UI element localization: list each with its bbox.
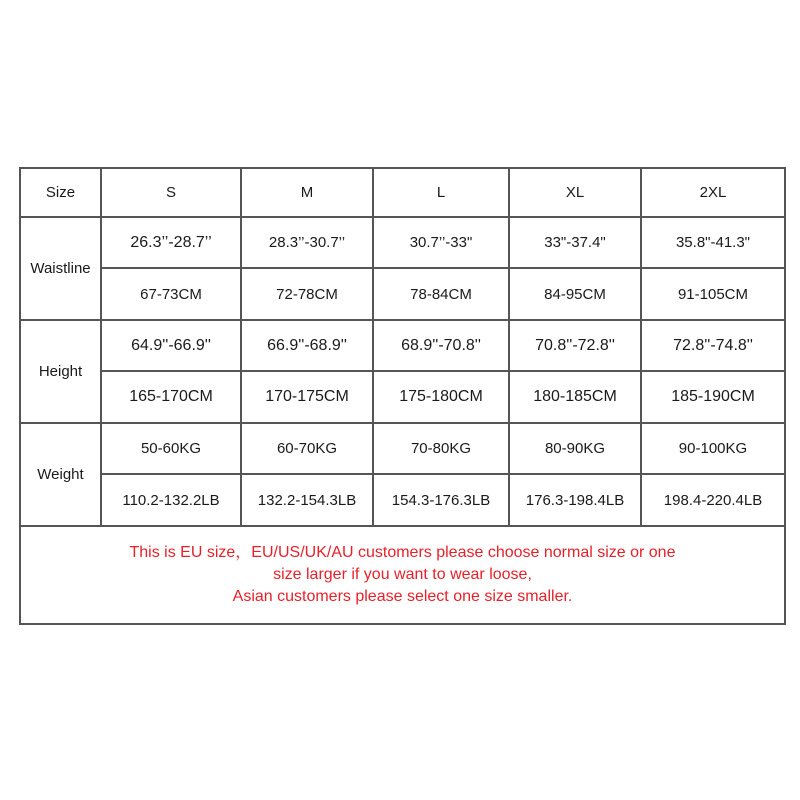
header-size-l: L (373, 168, 509, 217)
note-cell (20, 526, 785, 624)
waistline-inch-2xl: 35.8"-41.3" (641, 217, 785, 268)
waistline-label: Waistline (20, 217, 101, 320)
header-size-m: M (241, 168, 373, 217)
note-row (20, 526, 785, 624)
height-cm-2xl: 185-190CM (641, 371, 785, 423)
header-size-2xl: 2XL (641, 168, 785, 217)
height-inch-2xl: 72.8''-74.8'' (641, 320, 785, 371)
height-inch-l: 68.9''-70.8'' (373, 320, 509, 371)
waistline-cm-s: 67-73CM (101, 268, 241, 320)
waistline-cm-l: 78-84CM (373, 268, 509, 320)
note-line-1: This is EU size，EU/US/UK/AU customers please choose normal size or one (129, 544, 676, 561)
waistline-cm-xl: 84-95CM (509, 268, 641, 320)
weight-lb-row (20, 474, 785, 526)
height-inch-xl: 70.8''-72.8'' (509, 320, 641, 371)
weight-label: Weight (20, 423, 101, 526)
weight-kg-m: 60-70KG (241, 423, 373, 474)
height-cm-l: 175-180CM (373, 371, 509, 423)
weight-lb-xl: 176.3-198.4LB (509, 474, 641, 526)
header-size-s: S (101, 168, 241, 217)
note-line-2: size larger if you want to wear loose, (273, 566, 532, 583)
height-cm-m: 170-175CM (241, 371, 373, 423)
note-line-3: Asian customers please select one size smaller. (232, 588, 573, 605)
weight-lb-m: 132.2-154.3LB (241, 474, 373, 526)
height-cm-s: 165-170CM (101, 371, 241, 423)
height-label: Height (20, 320, 101, 423)
waistline-cm-row (20, 268, 785, 320)
waistline-inches-row (20, 217, 785, 268)
weight-kg-2xl: 90-100KG (641, 423, 785, 474)
height-inch-m: 66.9''-68.9'' (241, 320, 373, 371)
height-cm-row (20, 371, 785, 423)
weight-lb-l: 154.3-176.3LB (373, 474, 509, 526)
height-inch-s: 64.9''-66.9'' (101, 320, 241, 371)
weight-kg-xl: 80-90KG (509, 423, 641, 474)
waistline-cm-2xl: 91-105CM (641, 268, 785, 320)
height-cm-xl: 180-185CM (509, 371, 641, 423)
waistline-inch-xl: 33"-37.4" (509, 217, 641, 268)
waistline-inch-l: 30.7’’-33" (373, 217, 509, 268)
size-note (21, 542, 784, 608)
waistline-inch-m: 28.3’’-30.7’’ (241, 217, 373, 268)
height-inches-row (20, 320, 785, 371)
header-size-xl: XL (509, 168, 641, 217)
header-size-label: Size (20, 168, 101, 217)
waistline-inch-s: 26.3’’-28.7’’ (101, 217, 241, 268)
weight-lb-2xl: 198.4-220.4LB (641, 474, 785, 526)
weight-kg-row (20, 423, 785, 474)
size-chart-table (19, 167, 786, 625)
weight-kg-s: 50-60KG (101, 423, 241, 474)
weight-kg-l: 70-80KG (373, 423, 509, 474)
weight-lb-s: 110.2-132.2LB (101, 474, 241, 526)
waistline-cm-m: 72-78CM (241, 268, 373, 320)
header-row (20, 168, 785, 217)
